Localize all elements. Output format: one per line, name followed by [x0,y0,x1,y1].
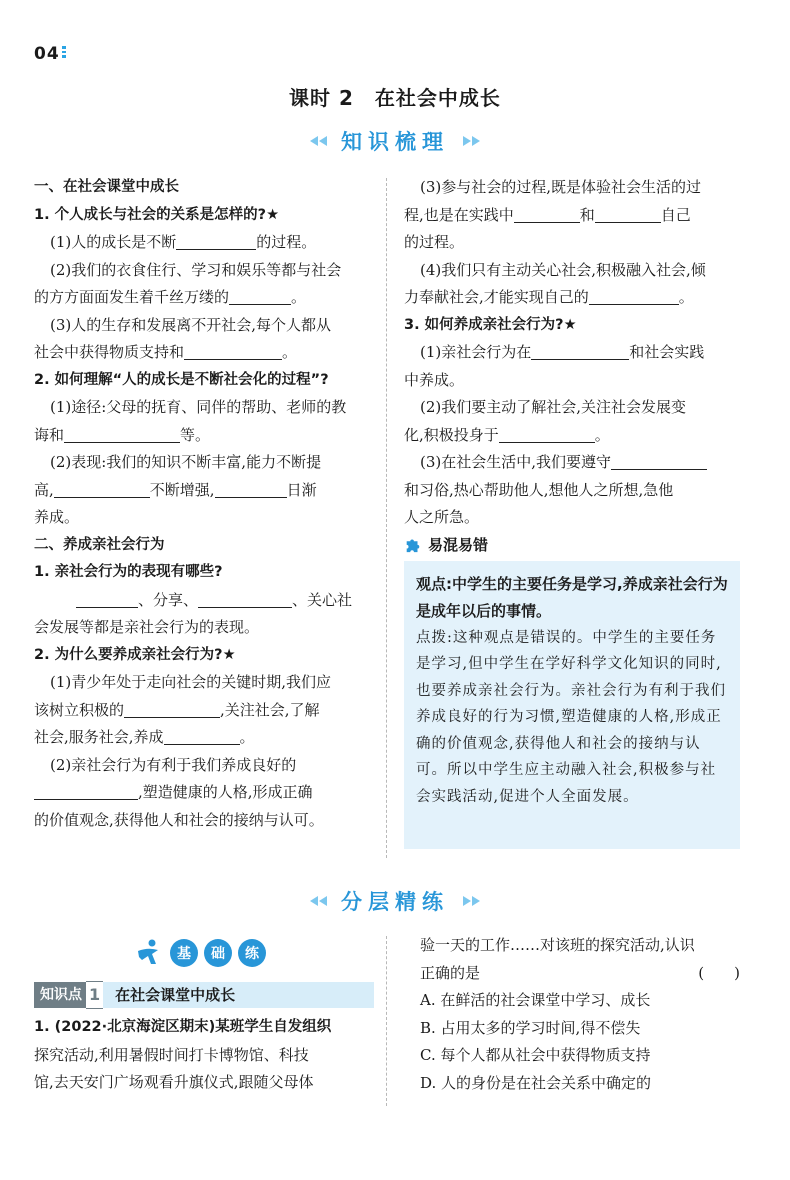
question-text: 正确的是 ( ) [420,960,740,988]
blank-field[interactable] [531,341,629,360]
question-1: 1. 个人成长与社会的关系是怎样的?★ [34,206,280,223]
puzzle-icon [404,535,422,553]
blank-field[interactable] [164,726,240,745]
blank-field[interactable] [54,479,150,498]
answer-line: (2)我们要主动了解社会,关注社会发展变 [420,398,687,416]
blank-field[interactable] [589,286,679,305]
confusion-note-box [404,561,740,849]
answer-line: 社会,服务社会,养成 。 [34,728,255,746]
knowledge-point-tag: 知识点 [34,982,86,1008]
knowledge-point-bar [34,982,374,1008]
answer-line: ,塑造健康的人格,形成正确 [34,779,374,807]
answer-line: 化,积极投身于 。 [404,425,610,444]
left-arrows-icon [310,896,327,906]
star-icon: ★ [222,646,236,663]
star-icon: ★ [266,206,280,223]
banner-knowledge [0,126,790,156]
answer-line: (3)参与社会的过程,既是体验社会生活的过 [420,178,702,196]
answer-line: 会发展等都是亲社会行为的表现。 [34,618,260,636]
answer-line: 人之所急。 [404,508,480,526]
answer-line: (2)亲社会行为有利于我们养成良好的 [50,755,297,774]
answer-line: (1)亲社会行为在 和社会实践 [420,343,705,361]
runner-icon [134,938,164,968]
answer-line: (3)在社会生活中,我们要遵守 [404,449,740,477]
answer-line: 的方方面面发生着千丝万缕的 。 [34,288,307,306]
blank-field[interactable] [595,204,661,223]
right-arrows-icon [463,896,480,906]
blank-field[interactable] [611,451,707,470]
banner-practice-title: 分层精练 [341,890,449,914]
question-5: 3. 如何养成亲社会行为?★ [404,316,577,333]
right-column [404,174,740,849]
confusion-heading [404,534,740,555]
blank-field[interactable] [124,699,220,718]
answer-line: 的价值观念,获得他人和社会的接纳与认可。 [34,810,324,829]
right-arrows-icon [463,136,480,146]
question-text: 验一天的工作……对该班的探究活动,认识 [420,936,695,954]
option-a[interactable]: A. 在鲜活的社会课堂中学习、成长 [420,991,651,1009]
knowledge-point-number: 1 [86,981,103,1009]
section-heading-1: 一、在社会课堂中成长 [34,179,179,195]
basic-practice-badge [134,938,266,968]
confusion-title: 易混易错 [428,535,489,554]
star-icon: ★ [563,316,577,333]
blank-field[interactable] [198,589,292,608]
question-stem-right [420,932,740,1097]
option-c[interactable]: C. 每个人都从社会中获得物质支持 [420,1046,651,1064]
option-d[interactable]: D. 人的身份是在社会关系中确定的 [420,1073,652,1092]
answer-line: 的过程。 [404,233,465,251]
answer-line: 中养成。 [404,370,465,389]
answer-line: 社会中获得物质支持和 。 [34,343,298,361]
blank-field[interactable] [215,479,287,498]
knowledge-point-title: 在社会课堂中成长 [103,982,374,1008]
column-divider [386,178,387,858]
left-column [34,174,374,834]
blank-field[interactable] [76,589,138,608]
answer-paren[interactable]: ( ) [698,963,740,982]
banner-practice [0,886,790,916]
answer-line: (1)途径:父母的抚育、同伴的帮助、老师的教 [50,398,347,416]
page-number-mark [62,46,66,58]
viewpoint-text: 观点:中学生的主要任务是学习,养成亲社会行为是成年以后的事情。 [416,574,728,620]
explanation-text: 点拨:这种观点是错误的。中学生的主要任务是学习,但中学生在学好科学文化知识的同时,也要养成亲社会行为。亲社会行为有利于我们养成良好的行为习惯,塑造健康的人格,形成正确的价值观念,获得他人和社会的接纳与认可。所以中学生应主动融入社会,积极参与社会实践活动,促进个人全面发展。 [416,629,726,805]
answer-line: 程,也是在实践中 和 自己 [404,205,691,224]
blank-field[interactable] [184,341,282,360]
question-2: 2. 如何理解“人的成长是不断社会化的过程”? [34,371,329,388]
option-b[interactable]: B. 占用太多的学习时间,得不偿失 [420,1018,641,1037]
answer-line: 力奉献社会,才能实现自己的 。 [404,288,694,306]
answer-line: (3)人的生存和发展离不开社会,每个人都从 [50,315,332,334]
answer-line: 高, 不断增强, 日渐 [34,480,317,499]
answer-line: 养成。 [34,508,80,526]
blank-field[interactable] [64,424,180,443]
answer-line: (1)人的成长是不断 的过程。 [50,233,317,251]
answer-line: (2)我们的衣食住行、学习和娱乐等都与社会 [50,260,342,279]
badge-char: 基 [170,939,198,967]
blank-field[interactable] [499,424,595,443]
answer-line: 、分享、 、关心社 [34,587,374,615]
question-3: 1. 亲社会行为的表现有哪些? [34,564,223,580]
blank-field[interactable] [176,231,256,250]
blank-field[interactable] [514,204,580,223]
blank-field[interactable] [229,286,291,305]
question-text: 馆,去天安门广场观看升旗仪式,跟随父母体 [34,1073,314,1091]
badge-char: 练 [238,939,266,967]
answer-line: 和习俗,热心帮助他人,想他人之所想,急他 [404,480,674,499]
column-divider-2 [386,936,387,1106]
question-text: 探究活动,利用暑假时间打卡博物馆、科技 [34,1045,309,1064]
page-number: 04 [34,44,60,64]
answer-line: 诲和 等。 [34,425,211,444]
section-heading-2: 二、养成亲社会行为 [34,536,165,553]
badge-char: 础 [204,939,232,967]
lesson-title: 课时 2 在社会中成长 [289,86,501,110]
blank-field[interactable] [34,781,138,800]
answer-line: (1)青少年处于走向社会的关键时期,我们应 [50,673,332,691]
question-text: 1. (2022·北京海淀区期末)某班学生自发组织 [34,1019,332,1035]
question-4: 2. 为什么要养成亲社会行为?★ [34,646,236,663]
answer-line: 该树立积极的 ,关注社会,了解 [34,700,320,719]
answer-line: (2)表现:我们的知识不断丰富,能力不断提 [50,453,322,471]
answer-line: (4)我们只有主动关心社会,积极融入社会,倾 [420,260,706,279]
option-list [420,987,740,1097]
left-arrows-icon [310,136,327,146]
question-stem-left [34,1013,374,1097]
banner-knowledge-title: 知识梳理 [341,130,449,154]
